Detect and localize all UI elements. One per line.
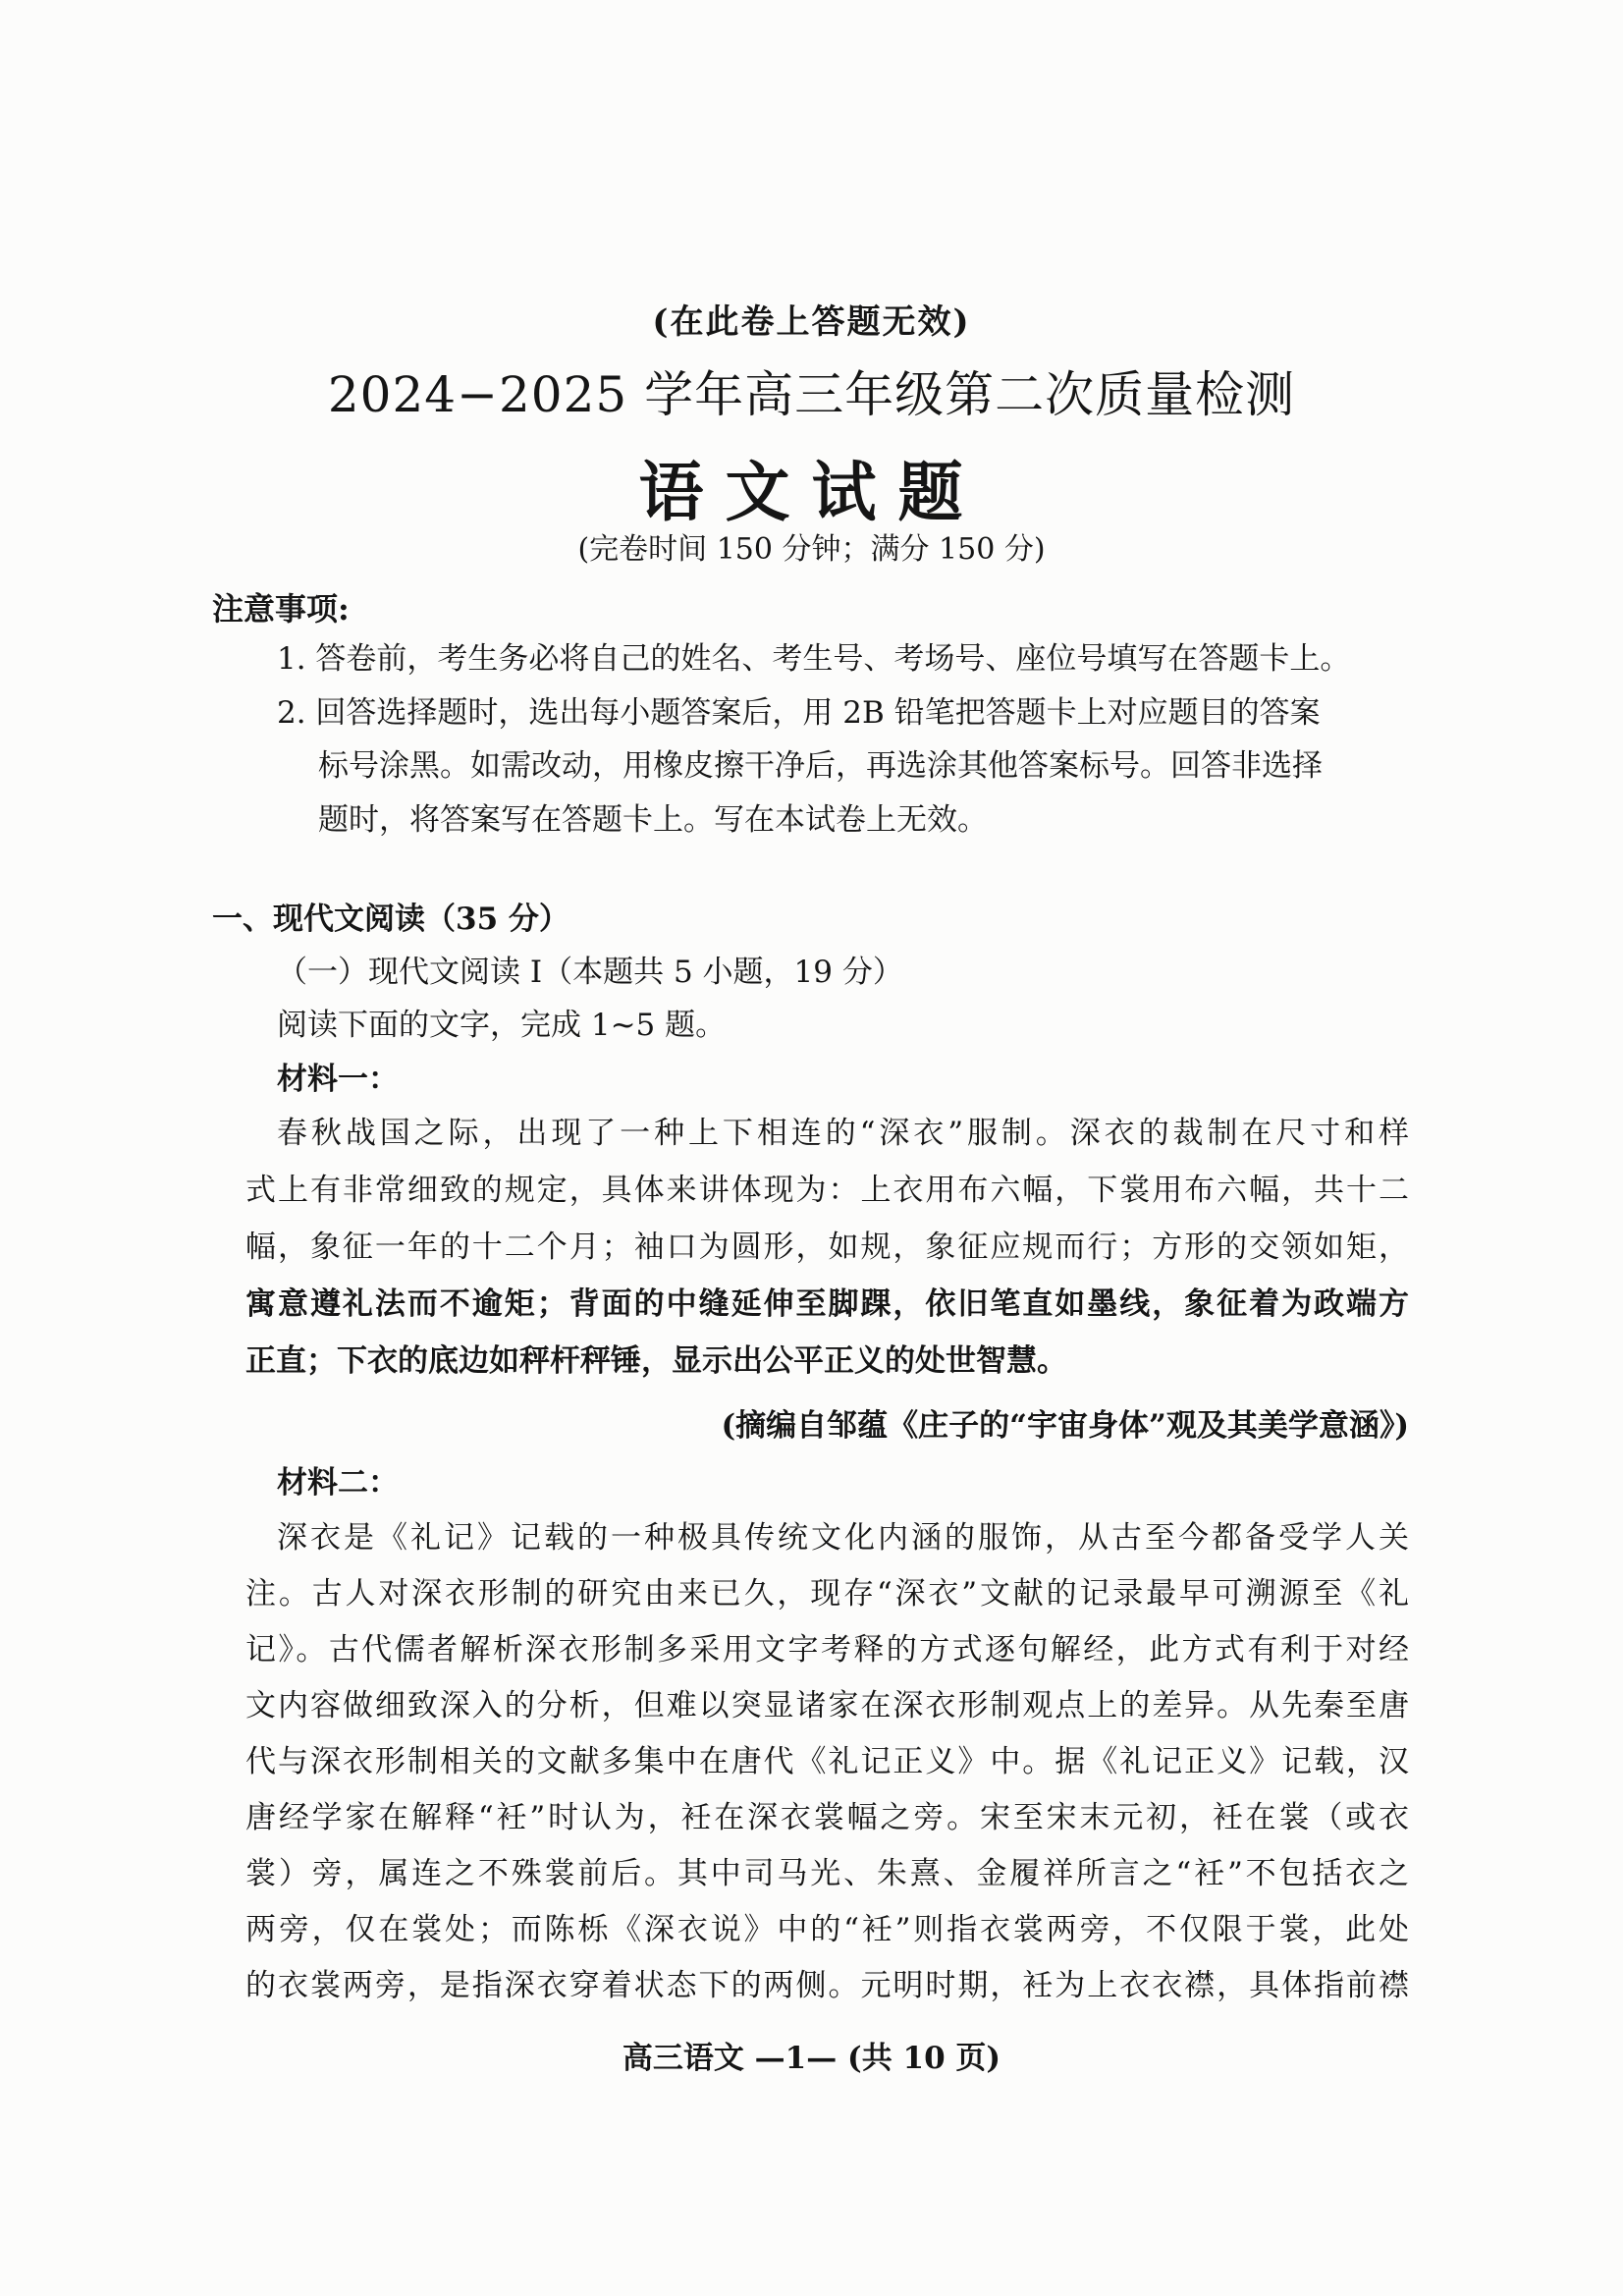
page-footer: 高三语文 —1— (共 10 页) — [622, 2041, 1001, 2076]
material-one-line: 春秋战国之际，出现了一种上下相连的“深衣”服制。深衣的裁制在尺寸和样 — [277, 1116, 1409, 1151]
material-two-line: 深衣是《礼记》记载的一种极具传统文化内涵的服饰，从古至今都备受学人关 — [277, 1520, 1409, 1556]
material-one-source: (摘编自邹蕴《庄子的“宇宙身体”观及其美学意涵》) — [721, 1408, 1409, 1444]
attention-title: 注意事项: — [212, 590, 350, 628]
section-title: 一、现代文阅读（35 分） — [212, 902, 569, 937]
material-one-line: 寓意遵礼法而不逾矩；背面的中缝延伸至脚踝，依旧笔直如墨线，象征着为政端方 — [245, 1286, 1409, 1322]
material-two-line: 的衣裳两旁，是指深衣穿着状态下的两侧。元明时期，衽为上衣衣襟，具体指前襟 — [245, 1968, 1409, 2003]
material-two-line: 文内容做细致深入的分析，但难以突显诸家在深衣形制观点上的差异。从先秦至唐 — [245, 1688, 1409, 1723]
reading-instruction: 阅读下面的文字，完成 1~5 题。 — [277, 1008, 727, 1043]
notice-item-continuation: 标号涂黑。如需改动，用橡皮擦干净后，再选涂其他答案标号。回答非选择 — [318, 748, 1323, 784]
notice-item: 2. 回答选择题时，选出每小题答案后，用 2B 铅笔把答题卡上对应题目的答案 — [277, 695, 1321, 731]
material-two-line: 裳）旁，属连之不殊裳前后。其中司马光、朱熹、金履祥所言之“衽”不包括衣之 — [245, 1856, 1409, 1891]
material-two-line: 代与深衣形制相关的文献多集中在唐代《礼记正义》中。据《礼记正义》记载，汉 — [245, 1744, 1409, 1779]
material-two-line: 记》。古代儒者解析深衣形制多采用文字考释的方式逐句解经，此方式有利于对经 — [245, 1632, 1409, 1667]
material-one-label: 材料一： — [277, 1062, 399, 1097]
invalid-answer-notice: (在此卷上答题无效) — [652, 302, 971, 342]
notice-item: 1. 答卷前，考生务必将自己的姓名、考生号、考场号、座位号填写在答题卡上。 — [277, 641, 1351, 677]
material-two-line: 注。古人对深衣形制的研究由来已久，现存“深衣”文献的记录最早可溯源至《礼 — [245, 1576, 1409, 1612]
exam-time-and-score: (完卷时间 150 分钟；满分 150 分) — [577, 532, 1046, 567]
material-two-label: 材料二： — [277, 1465, 399, 1501]
exam-title: 2024−2025 学年高三年级第二次质量检测 — [327, 366, 1296, 423]
material-one-line: 正直；下衣的底边如秤杆秤锤，显示出公平正义的处世智慧。 — [245, 1343, 1067, 1379]
material-two-line: 唐经学家在解释“衽”时认为，衽在深衣裳幅之旁。宋至宋末元初，衽在裳（或衣 — [245, 1800, 1409, 1835]
material-one-line: 幅，象征一年的十二个月；袖口为圆形，如规，象征应规而行；方形的交领如矩， — [245, 1230, 1409, 1265]
material-two-line: 两旁，仅在裳处；而陈栎《深衣说》中的“衽”则指衣裳两旁，不仅限于裳，此处 — [245, 1912, 1409, 1947]
subject-title: 语文试题 — [638, 454, 985, 530]
material-one-line: 式上有非常细致的规定，具体来讲体现为：上衣用布六幅，下裳用布六幅，共十二 — [245, 1173, 1409, 1208]
reading-subtitle: （一）现代文阅读 I（本题共 5 小题，19 分） — [277, 955, 903, 990]
notice-item-continuation: 题时，将答案写在答题卡上。写在本试卷上无效。 — [318, 802, 988, 838]
